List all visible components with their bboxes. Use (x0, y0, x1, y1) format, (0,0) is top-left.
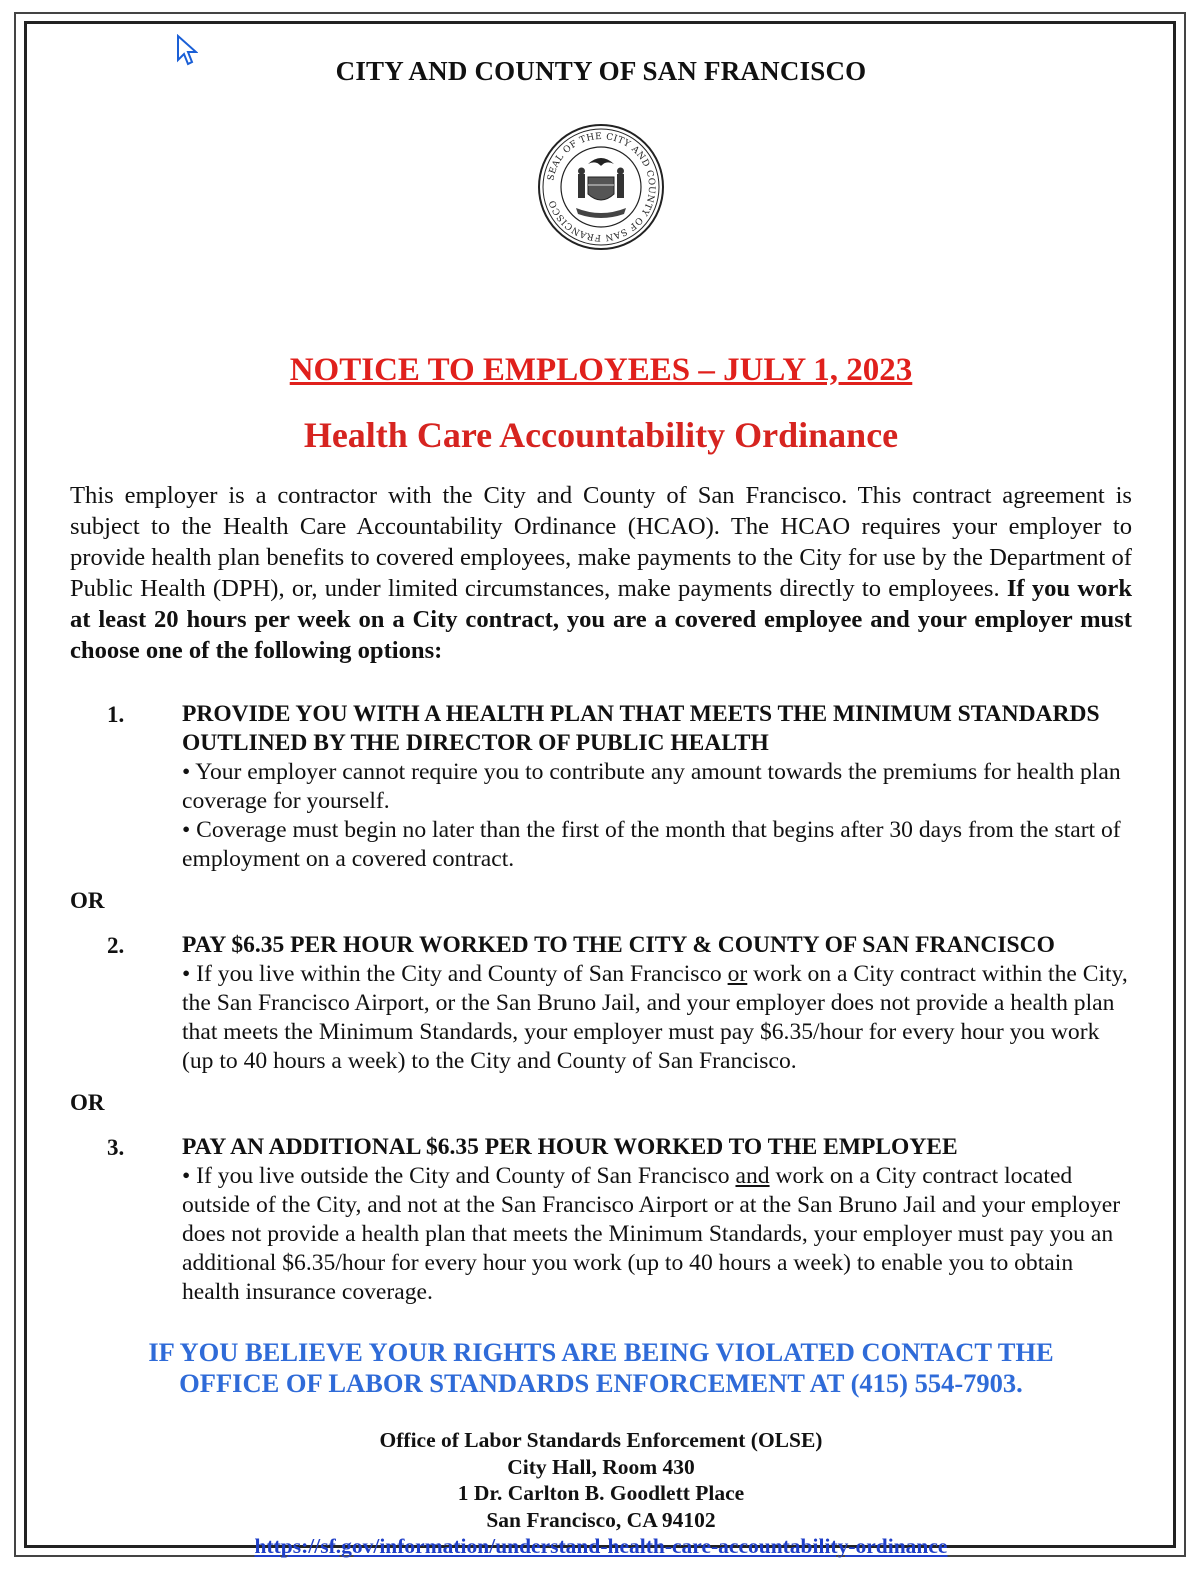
option-bullet: • If you live outside the City and County of San Francisco and work on a City contract located outside of the City, and not at the San Francisco Airport or at the San Bruno Jail and your employer does not provide a health plan that meets the Minimum Standards, your employer must pay you an additional $6.35/hour for every hour you work (up to 40 hours a week) to enable you to obtain health insurance coverage. (182, 1163, 1121, 1305)
option-bullet: • Your employer cannot require you to contribute any amount towards the premiums for health plan coverage for yourself. (182, 759, 1121, 814)
option-bullet: • If you live within the City and County of San Francisco or work on a City contract within the City, the San Francisco Airport, or the San Bruno Jail, and your employer does not provide a health plan that meets the Minimum Standards, your employer must pay $6.35/hour for every hour you work (up to 40 hours a week) to the City and County of San Francisco. (182, 961, 1128, 1074)
option-heading: PAY AN ADDITIONAL $6.35 PER HOUR WORKED TO THE EMPLOYEE (182, 1134, 958, 1160)
option-number: 2. (107, 933, 125, 958)
office-street: 1 Dr. Carlton B. Goodlett Place (457, 1481, 745, 1505)
rights-notice (70, 1337, 1132, 1399)
or-separator: OR (70, 1090, 105, 1115)
rights-line: OFFICE OF LABOR STANDARDS ENFORCEMENT AT (415) 554-7903. (179, 1368, 1023, 1398)
hcao-info-link[interactable]: https://sf.gov/information/understand-health-care-accountability-ordinance (254, 1534, 948, 1558)
document-body (70, 56, 1132, 1560)
option-number: 1. (107, 702, 125, 727)
option-heading: PAY $6.35 PER HOUR WORKED TO THE CITY & COUNTY OF SAN FRANCISCO (182, 932, 1055, 958)
office-room: City Hall, Room 430 (507, 1454, 695, 1479)
city-title: CITY AND COUNTY OF SAN FRANCISCO (335, 56, 867, 86)
option-3 (70, 1133, 1132, 1307)
notice-title: NOTICE TO EMPLOYEES – JULY 1, 2023 (289, 352, 913, 388)
option-heading: PROVIDE YOU WITH A HEALTH PLAN THAT MEETS THE MINIMUM STANDARDS OUTLINED BY THE DIRECTOR OF PUBLIC HEALTH (182, 701, 1100, 756)
underlined-word: or (727, 961, 748, 987)
contact-address (70, 1427, 1132, 1560)
option-bullet: • Coverage must begin no later than the first of the month that begins after 30 days from the start of employment on a covered contract. (182, 817, 1121, 872)
svg-text:SEAL OF THE CITY AND COUNTY OF: SEAL OF THE CITY AND COUNTY OF SAN FRANCISCO (546, 131, 657, 243)
underlined-word: and (735, 1163, 770, 1189)
intro-bold-text: If you work at least 20 hours per week on a City contract, you are a covered employee and your employer must choose one of the following options: (70, 575, 1133, 664)
intro-text: This employer is a contractor with the City and County of San Francisco. This contract agreement is subject to the Health Care Accountability Ordinance (HCAO). The HCAO requires your employer to provide health plan benefits to covered employees, make payments to the City for use by the Department of Public Health (DPH), or, under limited circumstances, make payments directly to employees. (70, 482, 1132, 602)
option-1 (70, 700, 1132, 874)
intro-paragraph (70, 480, 1132, 666)
office-city: San Francisco, CA 94102 (486, 1507, 716, 1532)
ordinance-title: Health Care Accountability Ordinance (303, 415, 899, 455)
option-number: 3. (107, 1135, 125, 1160)
city-seal-icon (536, 122, 666, 252)
or-separator: OR (70, 888, 105, 913)
option-2 (70, 931, 1132, 1076)
office-name: Office of Labor Standards Enforcement (OLSE) (379, 1428, 823, 1452)
rights-line: IF YOU BELIEVE YOUR RIGHTS ARE BEING VIOLATED CONTACT THE (148, 1337, 1054, 1367)
